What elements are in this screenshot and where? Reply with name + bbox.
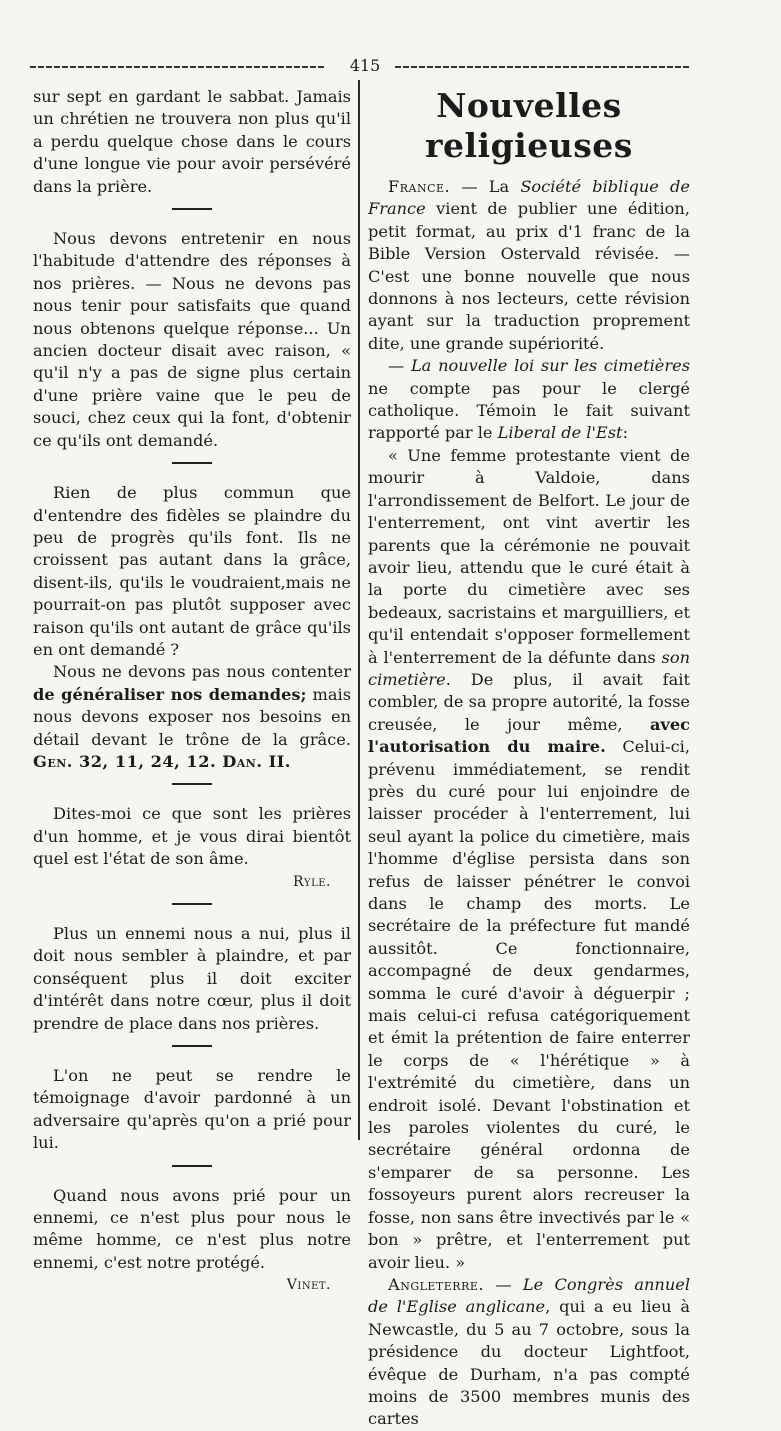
column-divider (358, 80, 360, 1140)
paragraph-loi-cimetieres (368, 355, 690, 445)
header-rule-left (30, 66, 325, 68)
quote-part-a: « Une femme protestante vient de mourir à Valdoie, dans l'arrondissement de Belfort. Le jour de l'enterrement, ont vint avertir les parents que la cérémonie ne pouvait avoir lieu, attendu que le curé était à la porte du cimetière avec ses bedeaux, sacristains et marguilliers, et qu'il entendait s'opposer formellement à l'enterrement de la défunte dans (368, 445, 690, 667)
paragraph-demandes (33, 661, 351, 773)
separator (172, 903, 212, 905)
paragraph-pardonne: L'on ne peut se rendre le témoignage d'avoir pardonné à un adversaire qu'après qu'on a prié pour lui. (33, 1066, 351, 1153)
france-text: vient de publier une édition, petit format, au prix d'1 franc de la Bible Version Ostervald révisée. — C'est une bonne nouvelle que nous donnons à nos lecteurs, cette révision ayant sur la traduction proprement dite, une grande supériorité. (368, 199, 690, 353)
section-title: Nouvelles religieuses (425, 86, 633, 165)
angleterre-text: , qui a eu lieu à Newcastle, du 5 au 7 octobre, sous la présidence du docteur Lightfoot, évêque de Durham, n'a pas compté moins de 3500 membres munis des cartes (368, 1297, 690, 1429)
quote-part-c: Celui-ci, prévenu immédiatement, se rendit près du curé pour lui enjoindre de laisser procéder à l'enterrement, lui seul ayant la police du cimetière, mais l'homme d'église persista dans son refus de laisser pénétrer le convoi dans le champ des morts. Le secrétaire de la préfecture fut mandé aussitôt. Ce fonctionnaire, accompagné de deux gendarmes, somma le curé d'avoir à déguerpir ; mais celui-ci refusa catégoriquement et émit la prétention de faire enterrer le corps de « l'hérétique » à l'extrémité du cimetière, dans un endroit isolé. Devant l'obstination et les paroles violentes du curé, le secrétaire général ordonna de s'emparer de sa personne. Les fossoyeurs purent alors recreuser la fosse, non sans être invectivés par le « bon » prêtre, et l'enterrement put avoir lieu. » (368, 737, 690, 1272)
paragraph-prieres-homme: Dites-moi ce que sont les prières d'un homme, et je vous dirai bientôt quel est l'état de son âme. (33, 804, 351, 869)
angleterre-label: Angleterre. (388, 1274, 485, 1294)
loi-source: Liberal de l'Est (497, 423, 623, 443)
left-column (33, 86, 351, 1297)
page-number: 415 (349, 56, 381, 75)
signature-vinet: Vinet. (286, 1277, 331, 1294)
paragraph-angleterre (368, 1274, 690, 1431)
header-rule-right (395, 66, 690, 68)
separator (172, 1045, 212, 1047)
separator (172, 208, 212, 210)
paragraph-attendre-reponses: Nous devons entretenir en nous l'habitude d'attendre des réponses à nos prières. — Nous ne devons pas nous tenir pour satisfaits que quand nous obtenons quelque réponse... Un ancien docteur disait avec raison, « qu'il n'y a pas de signe plus certain d'une prière vaine que le peu de souci, chez ceux qui la font, d'obtenir ce qu'ils ont demandé. (33, 229, 351, 450)
right-column (368, 86, 690, 1431)
page-header (30, 54, 690, 78)
demandes-emphasis: de généraliser nos demandes; (33, 684, 307, 704)
separator (172, 783, 212, 785)
paragraph-ennemi: Plus un ennemi nous a nui, plus il doit nous sembler à plaindre, et par conséquent plus il doit exciter d'intérêt dans notre cœur, plus il doit prendre de place dans nos prières. (33, 924, 351, 1033)
paragraph-france (368, 176, 690, 355)
separator (172, 462, 212, 464)
separator (172, 1165, 212, 1167)
loi-dash: — (388, 356, 411, 376)
france-society: Société biblique de France (368, 177, 690, 219)
scripture-reference: Gen. 32, 11, 24, 12. Dan. II. (33, 751, 291, 771)
angleterre-dash: — (484, 1274, 523, 1294)
france-label: France. (388, 177, 451, 196)
signature-ryle: Ryle. (292, 873, 331, 890)
angleterre-title: Le Congrès annuel de l'Eglise anglicane (368, 1274, 690, 1317)
quote-authorisation: avec l'autorisation du maire. (368, 714, 690, 757)
france-dash: — La (450, 177, 521, 196)
demandes-text-a: Nous ne devons pas nous contenter (53, 662, 351, 682)
paragraph-progres: Rien de plus commun que d'entendre des fidèles se plaindre du peu de progrès qu'ils font. Ils ne croissent pas autant dans la grâce, disent-ils, qu'ils le voudraient,mais ne pourrait-on pas plutôt supposer avec raison qu'ils ont autant de grâce qu'ils en ont demandé ? (33, 483, 351, 659)
loi-end: : (622, 423, 629, 443)
quote-son-cimetiere: son cimetière (368, 647, 690, 689)
loi-title: La nouvelle loi sur les cimetières (410, 356, 690, 376)
quote-part-b: . De plus, il avait fait combler, de sa propre autorité, la fosse creusée, le jour même, (368, 669, 690, 734)
paragraph-sabbat: sur sept en gardant le sabbat. Jamais un chrétien ne trouvera non plus qu'il a perdu quelque chose dans le cours d'une longue vie pour avoir persévéré dans la prière. (33, 87, 351, 196)
paragraph-quote-valdoie (368, 445, 690, 1274)
demandes-text-c: mais nous devons exposer nos besoins en détail devant le trône de la grâce. (33, 684, 352, 749)
loi-text: ne compte pas pour le clergé catholique. Témoin le fait suivant rapporté par le (368, 378, 690, 443)
paragraph-protege: Quand nous avons prié pour un ennemi, ce n'est plus pour nous le même homme, ce n'est plus notre ennemi, c'est notre protégé. (33, 1185, 351, 1272)
